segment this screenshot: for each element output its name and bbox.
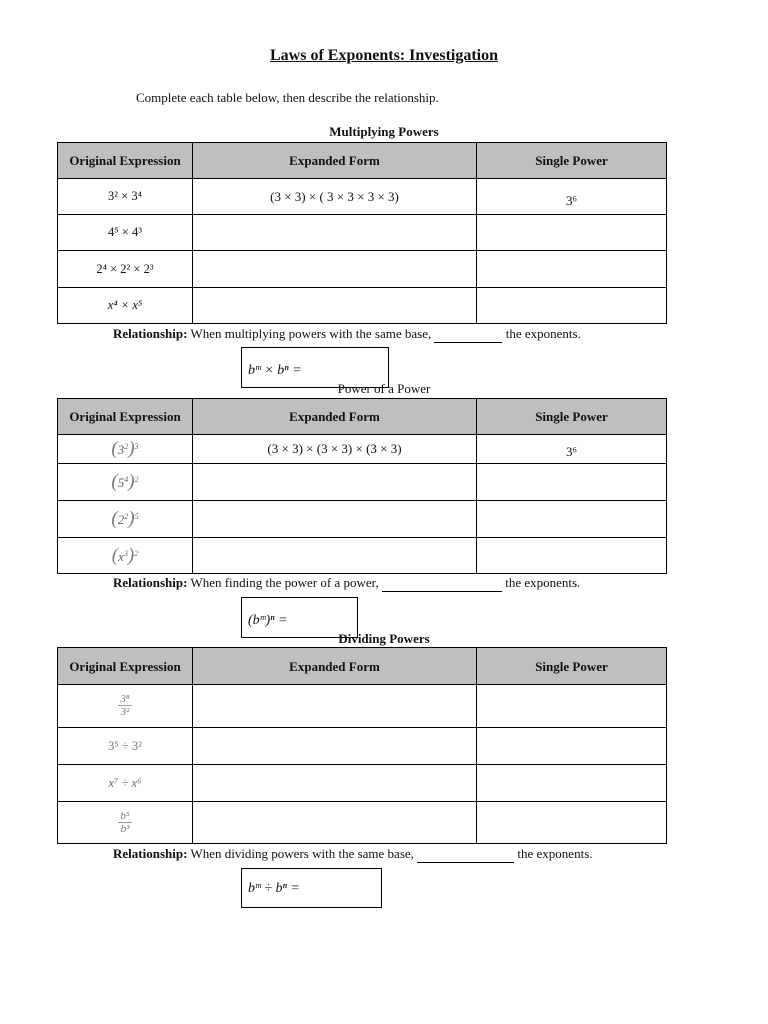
original-expression: $(3^2)^3$ — [58, 435, 193, 464]
power-section-title: Power of a Power — [337, 381, 431, 396]
relationship-label: Relationship: — [113, 575, 188, 590]
single-power-cell[interactable]: 3⁶ — [477, 435, 667, 464]
header-single: Single Power — [477, 648, 667, 685]
single-power-cell[interactable] — [477, 685, 667, 728]
header-single: Single Power — [477, 143, 667, 179]
relationship-text-end: the exponents. — [505, 326, 581, 341]
expanded-form-cell[interactable] — [193, 464, 477, 501]
table-row — [58, 501, 667, 538]
single-power-cell[interactable] — [477, 251, 667, 288]
single-power-cell[interactable] — [477, 288, 667, 324]
multiplying-table — [57, 142, 667, 324]
dividing-formula-box[interactable]: bᵐ ÷ bⁿ = — [241, 868, 382, 908]
expanded-form-cell[interactable] — [193, 288, 477, 324]
header-expanded: Expanded Form — [193, 399, 477, 435]
relationship-label: Relationship: — [113, 326, 188, 341]
original-expression: 3⁵ ÷ 3² — [58, 728, 193, 765]
answer-blank[interactable] — [417, 846, 514, 863]
expanded-form-cell[interactable] — [193, 685, 477, 728]
header-original: Original Expression — [58, 143, 193, 179]
page-title: Laws of Exponents: Investigation — [269, 47, 499, 64]
table-row — [58, 685, 667, 728]
answer-blank[interactable] — [382, 575, 502, 592]
fraction: $\frac{\text{3⁸}}{\text{3²}}$ — [120, 693, 130, 718]
expanded-form-cell[interactable]: (3 × 3) × ( 3 × 3 × 3 × 3) — [193, 179, 477, 215]
single-power-cell[interactable] — [477, 802, 667, 844]
table-row — [58, 464, 667, 501]
dividing-section-title: Dividing Powers — [338, 631, 430, 646]
original-expression: 2⁴ × 2² × 2³ — [58, 251, 193, 288]
table-row — [58, 251, 667, 288]
expanded-form-cell[interactable] — [193, 802, 477, 844]
instructions: Complete each table below, then describe the relationship. — [136, 90, 439, 105]
original-expression: $(2^2)^5$ — [58, 501, 193, 538]
expanded-form-cell[interactable] — [193, 728, 477, 765]
original-expression — [58, 802, 193, 844]
table-row — [58, 435, 667, 464]
table-row — [58, 802, 667, 844]
multiplying-section-title: Multiplying Powers — [329, 124, 439, 139]
fraction: $\frac{\text{b⁵}}{\text{b³}}$ — [120, 809, 130, 835]
table-row — [58, 215, 667, 251]
relationship-text: When multiplying powers with the same base, — [190, 326, 432, 341]
multiplying-relationship — [113, 326, 581, 343]
table-row — [58, 538, 667, 574]
header-expanded: Expanded Form — [193, 143, 477, 179]
expanded-form-cell[interactable] — [193, 251, 477, 288]
single-power-cell[interactable] — [477, 728, 667, 765]
expanded-form-cell[interactable]: (3 × 3) × (3 × 3) × (3 × 3) — [193, 435, 477, 464]
expanded-form-cell[interactable] — [193, 538, 477, 574]
original-expression: 3² × 3⁴ — [58, 179, 193, 215]
relationship-text: When finding the power of a power, — [190, 575, 379, 590]
single-power-cell[interactable] — [477, 464, 667, 501]
table-row — [58, 179, 667, 215]
relationship-text-end: the exponents. — [517, 846, 593, 861]
expanded-form-cell[interactable] — [193, 765, 477, 802]
power-relationship — [113, 575, 580, 592]
original-expression: x⁴ × x⁵ — [58, 288, 193, 324]
table-row — [58, 765, 667, 802]
power-table — [57, 398, 667, 574]
dividing-table — [57, 647, 667, 844]
multiplying-formula-box[interactable]: bᵐ × bⁿ = — [241, 347, 389, 388]
power-formula-box[interactable]: (bᵐ)ⁿ = — [241, 597, 358, 638]
relationship-text-end: the exponents. — [505, 575, 581, 590]
single-power-cell[interactable]: 3⁶ — [477, 179, 667, 215]
original-expression: 4⁵ × 4³ — [58, 215, 193, 251]
single-power-cell[interactable] — [477, 538, 667, 574]
header-original: Original Expression — [58, 399, 193, 435]
table-row — [58, 728, 667, 765]
single-power-cell[interactable] — [477, 765, 667, 802]
original-expression: $(x^3)^2$ — [58, 538, 193, 574]
expanded-form-cell[interactable] — [193, 501, 477, 538]
single-power-cell[interactable] — [477, 215, 667, 251]
header-original: Original Expression — [58, 648, 193, 685]
header-single: Single Power — [477, 399, 667, 435]
original-expression: $(5^4)^2$ — [58, 464, 193, 501]
relationship-label: Relationship: — [113, 846, 188, 861]
original-expression — [58, 685, 193, 728]
single-power-cell[interactable] — [477, 501, 667, 538]
header-expanded: Expanded Form — [193, 648, 477, 685]
answer-blank[interactable] — [434, 326, 502, 343]
table-row — [58, 288, 667, 324]
dividing-relationship — [113, 846, 593, 863]
relationship-text: When dividing powers with the same base, — [190, 846, 414, 861]
original-expression: x⁷ ÷ x⁶ — [58, 765, 193, 802]
expanded-form-cell[interactable] — [193, 215, 477, 251]
